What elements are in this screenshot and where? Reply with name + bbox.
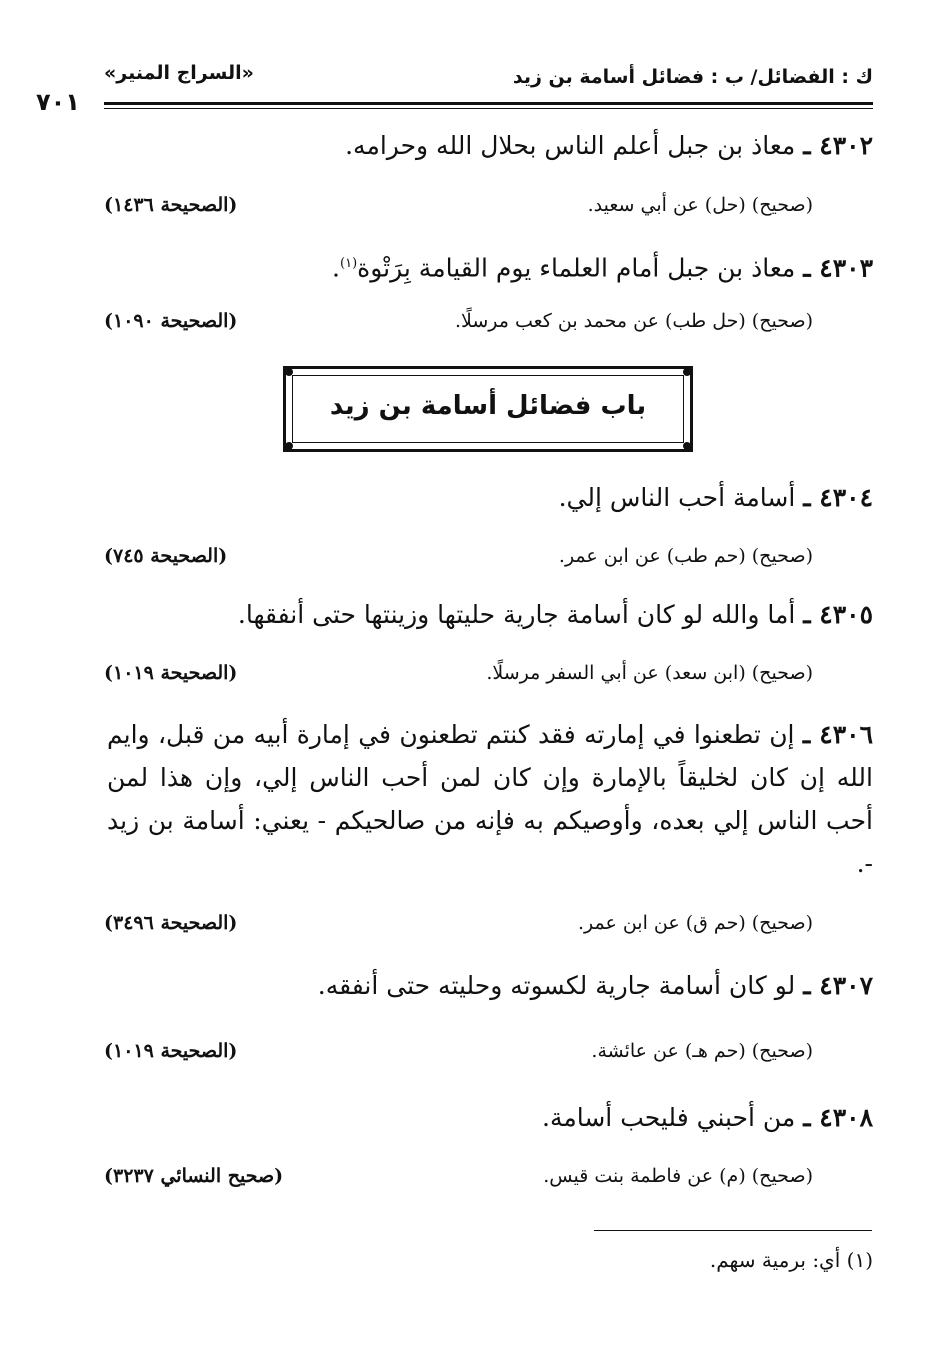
hadith-number: ٤٣٠٣ ـ: [803, 253, 873, 283]
hadith-number: ٤٣٠٥ ـ: [803, 600, 873, 629]
hadith-text: معاذ بن جبل أمام العلماء يوم القيامة بِرَتْوة: [357, 253, 796, 283]
hadith-4307: [318, 964, 873, 1008]
hadith-grade: (صحيح) (ابن سعد) عن أبي السفر مرسلًا.: [486, 662, 813, 684]
hadith-text: أسامة أحب الناس إلي.: [558, 483, 796, 512]
hadith-4304: [559, 476, 873, 520]
hadith-4305: [238, 593, 873, 637]
corner-ornament: [285, 442, 293, 450]
hadith-reference: (الصحيحة ١٠١٩): [104, 1040, 238, 1062]
hadith-grade: (صحيح) (حل) عن أبي سعيد.: [587, 194, 813, 216]
hadith-reference: (الصحيحة ٣٤٩٦): [104, 912, 238, 934]
corner-ornament: [285, 368, 293, 376]
hadith-reference: (الصحيحة ١٠٩٠): [104, 310, 238, 332]
hadith-reference: (صحيح النسائي ٣٢٣٧): [104, 1165, 284, 1187]
footnote-marker: (١): [340, 256, 358, 271]
chapter-heading-box: [283, 366, 693, 452]
running-header-book: «السراج المنير»: [104, 62, 254, 84]
hadith-4306: [107, 713, 873, 885]
hadith-text: معاذ بن جبل أعلم الناس بحلال الله وحرامه.: [345, 131, 796, 160]
hadith-text: إن تطعنوا في إمارته فقد كنتم تطعنون في إمارة أبيه من قبل، وايم الله إن كان لخليقاً بالإمارة وإن كان لمن أحب الناس إلي، وإن هذا لمن أحب الناس إلي بعده، وأوصيكم به فإنه من صالحيكم - يعني: أسامة بن زيد -.: [107, 720, 873, 878]
hadith-number: ٤٣٠٨ ـ: [803, 1103, 873, 1132]
hadith-4302: [345, 124, 873, 168]
running-header-chapter: ك : الفضائل/ ب : فضائل أسامة بن زيد: [512, 66, 873, 88]
hadith-reference: (الصحيحة ١٤٣٦): [104, 194, 238, 216]
corner-ornament: [683, 368, 691, 376]
hadith-number: ٤٣٠٧ ـ: [803, 971, 873, 1000]
hadith-4308: [542, 1096, 873, 1140]
hadith-grade: (صحيح) (حم طب) عن ابن عمر.: [558, 545, 813, 567]
hadith-number: ٤٣٠٢ ـ: [803, 131, 873, 160]
page-number: ٧٠١: [36, 88, 80, 116]
hadith-number: ٤٣٠٤ ـ: [803, 483, 873, 512]
hadith-grade: (صحيح) (حم ق) عن ابن عمر.: [577, 912, 813, 934]
hadith-text-tail: .: [332, 253, 340, 283]
corner-ornament: [683, 442, 691, 450]
hadith-4303: [332, 242, 873, 290]
chapter-title: باب فضائل أسامة بن زيد: [329, 391, 647, 421]
footnote-rule: [594, 1230, 872, 1231]
hadith-number: ٤٣٠٦ ـ: [802, 720, 874, 749]
hadith-grade: (صحيح) (حل طب) عن محمد بن كعب مرسلًا.: [454, 310, 813, 332]
hadith-text: أما والله لو كان أسامة جارية حليتها وزينتها حتى أنفقها.: [237, 600, 796, 629]
hadith-reference: (الصحيحة ١٠١٩): [104, 662, 238, 684]
hadith-text: من أحبني فليحب أسامة.: [542, 1103, 796, 1132]
header-rule: [104, 102, 873, 105]
footnote: (١) أي: برمية سهم.: [709, 1248, 873, 1272]
hadith-text: لو كان أسامة جارية لكسوته وحليته حتى أنفقه.: [317, 971, 796, 1000]
header-rule-thin: [104, 108, 873, 109]
hadith-grade: (صحيح) (م) عن فاطمة بنت قيس.: [543, 1165, 813, 1187]
hadith-reference: (الصحيحة ٧٤٥): [104, 545, 228, 567]
hadith-grade: (صحيح) (حم هـ) عن عائشة.: [591, 1040, 813, 1062]
